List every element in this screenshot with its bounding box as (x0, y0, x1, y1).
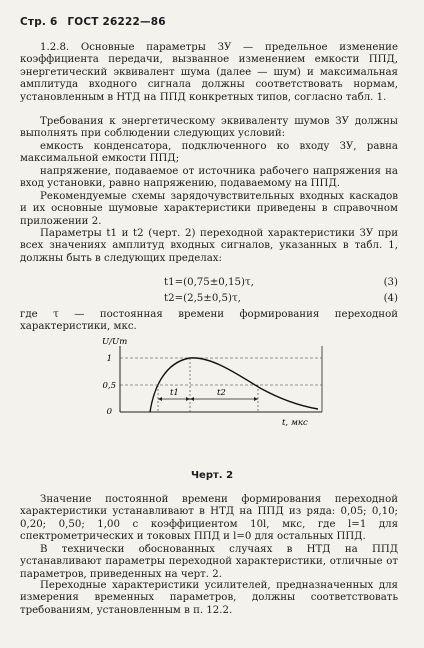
paragraph-voltage-condition: напряжение, подаваемое от источника рабочего напряжения на вход установки, равно напряжению, подаваемому на ППД. (20, 166, 398, 190)
equation-4-number: (4) (383, 293, 398, 304)
paragraph-recommended-schemes: Рекомендуемые схемы зарядочувствительных входных каскадов и их основные шумовые характеристики приведены в справочном приложении 2. (20, 191, 398, 227)
page-number: Стр. 6 (20, 16, 58, 28)
y-tick-0: 0 (106, 407, 112, 417)
y-tick-half: 0,5 (102, 381, 116, 391)
y-tick-1: 1 (106, 354, 112, 364)
figure-caption: Черт. 2 (190, 470, 234, 481)
where-note: где τ — постоянная времени формирования переходной характеристики, мкс. (20, 309, 398, 333)
paragraph-parameters-t1-t2: Параметры t1 и t2 (черт. 2) переходной характеристики ЗУ при всех значениях амплитуд входных сигналов, указанных в табл. 1, должны быть в следующих пределах: (20, 228, 398, 264)
standard-code: ГОСТ 26222—86 (67, 16, 166, 28)
transient-response-figure (100, 336, 330, 454)
y-axis-label: U/Um (102, 337, 128, 347)
equation-4-formula: t2=(2,5±0,5)τ, (164, 293, 241, 304)
equation-4 (20, 292, 398, 305)
paragraph-noise-requirements: Требования к энергетическому эквиваленту шумов ЗУ должны выполнять при соблюдении следующих условий: (20, 116, 398, 140)
paragraph-time-constant: Значение постоянной времени формирования переходной характеристики устанавливают в НТД на ППД из ряда: 0,05; 0,10; 0,20; 0,50; 1,00 с коэффициентом 10l, мкс, где l=1 для спектрометрических и токовых ППД и l=0 для остальных ППД. (20, 494, 398, 543)
equation-3-number: (3) (383, 277, 398, 288)
paragraph-capacitance-condition: емкость конденсатора, подключенного ко входу ЗУ, равна максимальной емкости ППД; (20, 141, 398, 165)
t1-label: t1 (170, 388, 179, 398)
page-header (20, 16, 172, 28)
paragraph-1-2-8: 1.2.8. Основные параметры ЗУ — предельное изменение коэффициента передачи, вызванное изменением емкости ППД, энергетический эквивалент шума (далее — шум) и максимальная амплитуда входного сигнала должны соответствовать нормам, установленным в НТД на ППД конкретных типов, согласно табл. 1. (20, 42, 398, 103)
x-axis-label: t, мкс (282, 418, 308, 428)
paragraph-amplifier-characteristics: Переходные характеристики усилителей, предназначенных для измерения временных параметров, должны соответствовать требованиям, установленным в п. 12.2. (20, 580, 398, 616)
paragraph-justified-cases: В технически обоснованных случаях в НТД на ППД устанавливают параметры переходной характеристики, отличные от параметров, приведенных на черт. 2. (20, 544, 398, 580)
t2-label: t2 (217, 388, 226, 398)
equation-3 (20, 276, 398, 289)
equation-3-formula: t1=(0,75±0,15)τ, (164, 277, 254, 288)
